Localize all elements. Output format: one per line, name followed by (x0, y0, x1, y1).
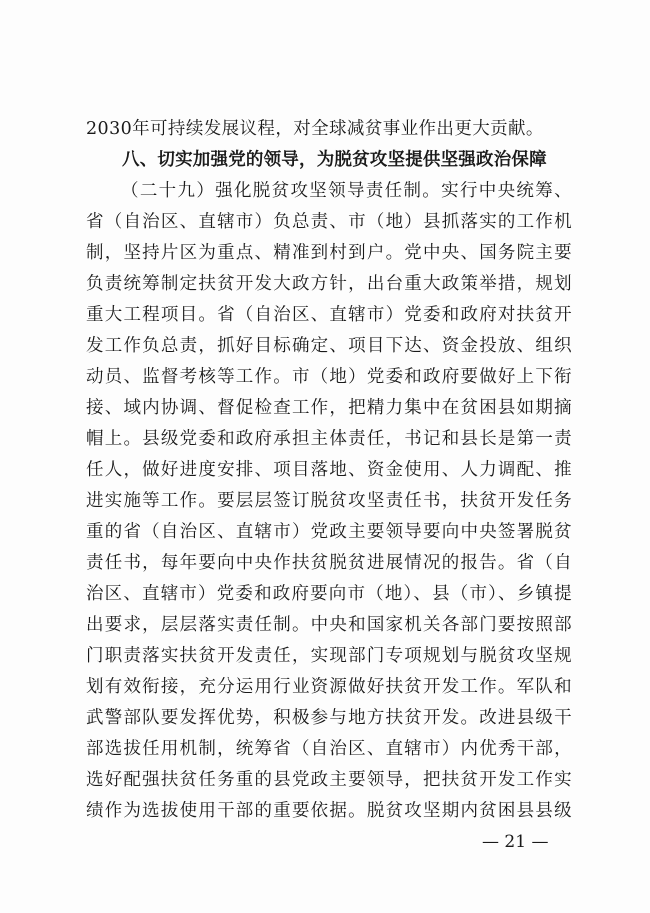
text-line: 门职责落实扶贫开发责任，实现部门专项规划与脱贫攻坚规 (86, 646, 572, 666)
text-line: 帽上。县级党委和政府承担主体责任，书记和县长是第一责 (86, 429, 572, 449)
text-line: 动员、监督考核等工作。市（地）党委和政府要做好上下衔 (86, 367, 572, 387)
text-line: 2030年可持续发展议程，对全球减贫事业作出更大贡献。 (86, 119, 544, 139)
text-line: 进实施等工作。要层层签订脱贫攻坚责任书，扶贫开发任务 (86, 491, 572, 511)
text-line: 治区、直辖市）党委和政府要向市（地）、县（市）、乡镇提 (86, 584, 572, 604)
text-line: 划有效衔接，充分运用行业资源做好扶贫开发工作。军队和 (86, 677, 572, 697)
text-line: （二十九）强化脱贫攻坚领导责任制。实行中央统筹、 (121, 181, 572, 201)
section-heading: 八、切实加强党的领导，为脱贫攻坚提供坚强政治保障 (122, 150, 547, 170)
text-line: 接、域内协调、督促检查工作，把精力集中在贫困县如期摘 (86, 398, 572, 418)
text-line: 责任书，每年要向中央作扶贫脱贫进展情况的报告。省（自 (86, 553, 572, 573)
text-line: 任人，做好进度安排、项目落地、资金使用、人力调配、推 (86, 460, 572, 480)
text-line: 绩作为选拔使用干部的重要依据。脱贫攻坚期内贫困县县级 (86, 801, 572, 821)
page-number: — 21 — (482, 832, 549, 852)
text-line: 省（自治区、直辖市）负总责、市（地）县抓落实的工作机 (86, 212, 572, 232)
body-text (86, 114, 572, 827)
text-line: 负责统筹制定扶贫开发大政方针，出台重大政策举措，规划 (86, 274, 572, 294)
text-line: 武警部队要发挥优势，积极参与地方扶贫开发。改进县级干 (86, 708, 572, 728)
text-line: 重大工程项目。省（自治区、直辖市）党委和政府对扶贫开 (86, 305, 572, 325)
text-line: 制，坚持片区为重点、精准到村到户。党中央、国务院主要 (86, 243, 572, 263)
text-line: 重的省（自治区、直辖市）党政主要领导要向中央签署脱贫 (86, 522, 572, 542)
text-line: 出要求，层层落实责任制。中央和国家机关各部门要按照部 (86, 615, 572, 635)
text-line: 部选拔任用机制，统筹省（自治区、直辖市）内优秀干部， (86, 739, 572, 759)
text-line: 选好配强扶贫任务重的县党政主要领导，把扶贫开发工作实 (86, 770, 572, 790)
text-line: 发工作负总责，抓好目标确定、项目下达、资金投放、组织 (86, 336, 572, 356)
